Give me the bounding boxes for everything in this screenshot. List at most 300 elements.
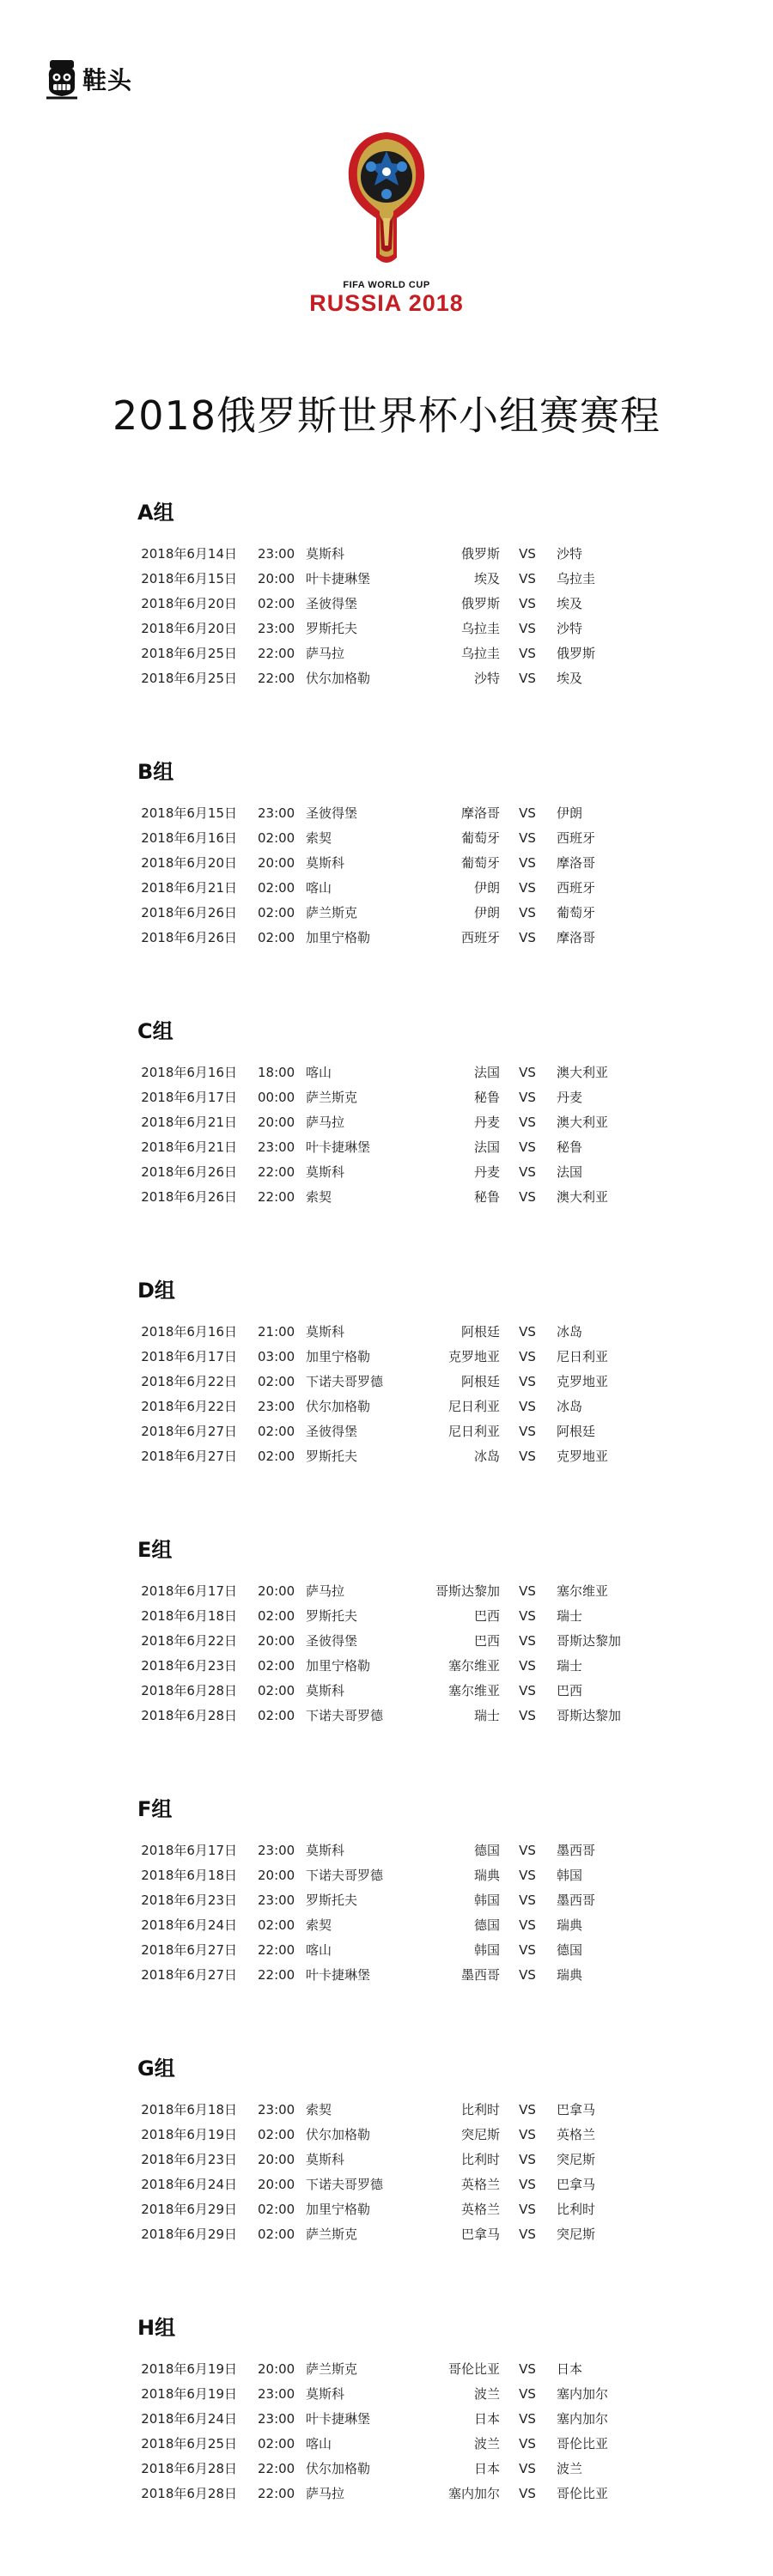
home-team: 法国 [473,1065,500,1080]
match-date: 2018年6月26日 [141,1189,237,1205]
match-time: 02:00 [258,880,295,896]
group-title: B组 [137,760,174,784]
match-row [0,2382,773,2407]
match-row [0,1135,773,1160]
vs-label: VS [519,571,536,586]
match-venue: 罗斯托夫 [306,1893,358,1908]
vs-label: VS [519,1967,536,1983]
match-row [0,826,773,851]
match-venue: 下诺夫哥罗德 [306,2177,384,2192]
away-team: 韩国 [557,1868,583,1883]
world-cup-emblem [292,129,481,326]
match-venue: 叶卡捷琳堡 [306,1967,371,1983]
home-team: 塞内加尔 [447,2486,500,2501]
match-row [0,2098,773,2123]
group-title: G组 [137,2057,175,2081]
match-date: 2018年6月24日 [141,1917,237,1933]
match-row [0,901,773,926]
away-team: 墨西哥 [557,1893,596,1908]
group-title: F组 [137,1797,173,1821]
match-venue: 索契 [306,1189,332,1205]
match-row [0,592,773,617]
away-team: 摩洛哥 [557,930,596,945]
away-team: 德国 [557,1942,583,1958]
match-row [0,567,773,592]
match-date: 2018年6月28日 [141,1708,237,1723]
vs-label: VS [519,1868,536,1883]
match-time: 02:00 [258,1374,295,1389]
match-date: 2018年6月25日 [141,646,237,661]
away-team: 瑞典 [557,1967,583,1983]
match-time: 23:00 [258,2411,295,2427]
world-cup-trophy-icon [335,129,438,275]
away-team: 俄罗斯 [557,646,596,661]
match-date: 2018年6月17日 [141,1583,237,1599]
match-time: 22:00 [258,646,295,661]
match-time: 02:00 [258,1658,295,1674]
match-date: 2018年6月18日 [141,1608,237,1624]
match-time: 02:00 [258,1449,295,1464]
match-time: 23:00 [258,621,295,636]
match-date: 2018年6月26日 [141,930,237,945]
away-team: 塞内加尔 [557,2411,609,2427]
match-time: 20:00 [258,1115,295,1130]
away-team: 日本 [557,2361,583,2377]
home-team: 突尼斯 [460,2127,500,2142]
match-date: 2018年6月22日 [141,1374,237,1389]
match-date: 2018年6月24日 [141,2177,237,2192]
match-row [0,1110,773,1135]
match-row [0,1629,773,1654]
match-time: 22:00 [258,1967,295,1983]
match-date: 2018年6月26日 [141,905,237,920]
group-title: H组 [137,2316,176,2340]
mascot-icon [43,57,81,101]
match-date: 2018年6月17日 [141,1843,237,1858]
home-team: 丹麦 [473,1164,500,1180]
match-venue: 下诺夫哥罗德 [306,1374,384,1389]
away-team: 摩洛哥 [557,855,596,871]
home-team: 日本 [473,2411,500,2427]
match-venue: 萨马拉 [306,646,345,661]
away-team: 瑞典 [557,1917,583,1933]
away-team: 塞尔维亚 [557,1583,609,1599]
match-date: 2018年6月24日 [141,2411,237,2427]
match-date: 2018年6月19日 [141,2361,237,2377]
away-team: 哥伦比亚 [557,2486,609,2501]
match-venue: 萨马拉 [306,1583,345,1599]
match-row [0,1320,773,1345]
home-team: 瑞士 [473,1708,500,1723]
vs-label: VS [519,1399,536,1414]
match-date: 2018年6月18日 [141,1868,237,1883]
home-team: 埃及 [473,571,500,586]
match-date: 2018年6月23日 [141,1893,237,1908]
vs-label: VS [519,1139,536,1155]
match-row [0,2172,773,2197]
group-title: E组 [137,1538,173,1562]
match-row [0,1704,773,1728]
match-row [0,876,773,901]
match-list [0,1060,773,1210]
match-row [0,1654,773,1679]
cup-name: FIFA WORLD CUP [343,280,430,290]
match-venue: 圣彼得堡 [306,596,358,611]
match-venue: 萨马拉 [306,1115,345,1130]
match-row [0,2357,773,2382]
away-team: 阿根廷 [557,1424,596,1439]
match-time: 22:00 [258,2486,295,2501]
home-team: 塞尔维亚 [447,1658,500,1674]
home-team: 西班牙 [460,930,500,945]
match-venue: 莫斯科 [306,2386,345,2402]
match-date: 2018年6月26日 [141,1164,237,1180]
match-venue: 索契 [306,1917,332,1933]
match-time: 23:00 [258,546,295,562]
match-list [0,542,773,691]
match-time: 02:00 [258,1608,295,1624]
home-team: 比利时 [460,2102,500,2117]
match-row [0,1863,773,1888]
vs-label: VS [519,1164,536,1180]
match-venue: 莫斯科 [306,1843,345,1858]
group-section [0,485,773,744]
home-team: 尼日利亚 [447,1399,500,1414]
vs-label: VS [519,1374,536,1389]
home-team: 葡萄牙 [460,855,500,871]
home-team: 克罗地亚 [447,1349,500,1364]
match-date: 2018年6月20日 [141,596,237,611]
match-venue: 下诺夫哥罗德 [306,1708,384,1723]
cup-host: RUSSIA 2018 [309,290,464,316]
away-team: 尼日利亚 [557,1349,609,1364]
match-date: 2018年6月28日 [141,2461,237,2476]
vs-label: VS [519,1349,536,1364]
match-time: 02:00 [258,2202,295,2217]
match-row [0,2148,773,2172]
vs-label: VS [519,1449,536,1464]
match-row [0,2123,773,2148]
away-team: 澳大利亚 [557,1189,609,1205]
away-team: 西班牙 [557,830,596,846]
match-time: 20:00 [258,2152,295,2167]
match-row [0,2407,773,2432]
match-row [0,1419,773,1444]
vs-label: VS [519,830,536,846]
match-time: 22:00 [258,1164,295,1180]
match-date: 2018年6月29日 [141,2202,237,2217]
match-row [0,1185,773,1210]
home-team: 瑞典 [473,1868,500,1883]
away-team: 比利时 [557,2202,596,2217]
match-venue: 加里宁格勒 [306,1349,371,1364]
match-time: 02:00 [258,2227,295,2242]
match-venue: 罗斯托夫 [306,1449,358,1464]
match-time: 21:00 [258,1324,295,1340]
match-row [0,1345,773,1370]
match-venue: 莫斯科 [306,2152,345,2167]
vs-label: VS [519,2486,536,2501]
match-time: 23:00 [258,1843,295,1858]
match-time: 20:00 [258,571,295,586]
match-time: 23:00 [258,1399,295,1414]
match-list [0,1320,773,1469]
match-time: 23:00 [258,1893,295,1908]
match-row [0,851,773,876]
group-title: A组 [137,501,174,525]
match-row [0,1579,773,1604]
match-date: 2018年6月17日 [141,1349,237,1364]
match-venue: 莫斯科 [306,1324,345,1340]
away-team: 法国 [557,1164,583,1180]
match-time: 22:00 [258,1189,295,1205]
away-team: 冰岛 [557,1324,583,1340]
match-time: 22:00 [258,1942,295,1958]
home-team: 乌拉圭 [460,621,500,636]
vs-label: VS [519,1843,536,1858]
home-team: 墨西哥 [460,1967,500,1983]
vs-label: VS [519,1115,536,1130]
vs-label: VS [519,596,536,611]
match-date: 2018年6月27日 [141,1967,237,1983]
group-section [0,744,773,1004]
match-venue: 萨兰斯克 [306,1090,358,1105]
home-team: 俄罗斯 [460,596,500,611]
home-team: 比利时 [460,2152,500,2167]
match-venue: 莫斯科 [306,546,345,562]
match-venue: 加里宁格勒 [306,930,371,945]
group-section [0,1004,773,1263]
vs-label: VS [519,1065,536,1080]
match-row [0,542,773,567]
match-date: 2018年6月17日 [141,1090,237,1105]
vs-label: VS [519,880,536,896]
match-time: 02:00 [258,905,295,920]
home-team: 哥斯达黎加 [435,1583,500,1599]
match-row [0,1679,773,1704]
away-team: 突尼斯 [557,2152,596,2167]
match-time: 20:00 [258,855,295,871]
home-team: 波兰 [473,2436,500,2451]
away-team: 埃及 [557,596,583,611]
away-team: 巴拿马 [557,2102,596,2117]
away-team: 巴拿马 [557,2177,596,2192]
match-venue: 喀山 [306,1942,332,1958]
match-date: 2018年6月28日 [141,2486,237,2501]
groups-container [0,485,773,2560]
vs-label: VS [519,855,536,871]
match-venue: 伏尔加格勒 [306,2127,371,2142]
match-venue: 伏尔加格勒 [306,1399,371,1414]
home-team: 法国 [473,1139,500,1155]
vs-label: VS [519,1893,536,1908]
match-row [0,617,773,641]
match-row [0,1888,773,1913]
vs-label: VS [519,1683,536,1698]
match-venue: 叶卡捷琳堡 [306,571,371,586]
away-team: 突尼斯 [557,2227,596,2242]
home-team: 韩国 [473,1942,500,1958]
match-row [0,1060,773,1085]
home-team: 巴拿马 [460,2227,500,2242]
match-venue: 索契 [306,2102,332,2117]
match-date: 2018年6月20日 [141,621,237,636]
match-date: 2018年6月16日 [141,1065,237,1080]
match-time: 23:00 [258,2386,295,2402]
vs-label: VS [519,2127,536,2142]
group-section [0,1263,773,1522]
match-list [0,1838,773,1988]
match-row [0,1394,773,1419]
match-venue: 喀山 [306,1065,332,1080]
home-team: 秘鲁 [473,1189,500,1205]
match-time: 22:00 [258,671,295,686]
home-team: 俄罗斯 [460,546,500,562]
home-team: 德国 [473,1917,500,1933]
vs-label: VS [519,805,536,821]
match-time: 20:00 [258,1633,295,1649]
match-venue: 莫斯科 [306,855,345,871]
match-time: 23:00 [258,1139,295,1155]
away-team: 澳大利亚 [557,1065,609,1080]
match-date: 2018年6月16日 [141,830,237,846]
match-date: 2018年6月29日 [141,2227,237,2242]
match-venue: 叶卡捷琳堡 [306,2411,371,2427]
brand-logo [43,53,132,105]
home-team: 塞尔维亚 [447,1683,500,1698]
vs-label: VS [519,1608,536,1624]
match-date: 2018年6月20日 [141,855,237,871]
match-row [0,2457,773,2482]
match-row [0,1938,773,1963]
group-section [0,1782,773,2041]
vs-label: VS [519,905,536,920]
vs-label: VS [519,1189,536,1205]
vs-label: VS [519,2202,536,2217]
match-list [0,2098,773,2247]
match-time: 23:00 [258,2102,295,2117]
home-team: 巴西 [473,1633,500,1649]
home-team: 葡萄牙 [460,830,500,846]
match-date: 2018年6月28日 [141,1683,237,1698]
match-row [0,2197,773,2222]
match-date: 2018年6月22日 [141,1633,237,1649]
match-time: 02:00 [258,2127,295,2142]
away-team: 克罗地亚 [557,1449,609,1464]
match-list [0,1579,773,1728]
home-team: 阿根廷 [460,1324,500,1340]
vs-label: VS [519,1583,536,1599]
group-title: D组 [137,1279,175,1303]
match-date: 2018年6月21日 [141,1139,237,1155]
match-venue: 索契 [306,830,332,846]
match-row [0,2432,773,2457]
match-row [0,1160,773,1185]
vs-label: VS [519,1658,536,1674]
match-venue: 下诺夫哥罗德 [306,1868,384,1883]
away-team: 墨西哥 [557,1843,596,1858]
away-team: 伊朗 [557,805,583,821]
away-team: 埃及 [557,671,583,686]
match-venue: 叶卡捷琳堡 [306,1139,371,1155]
group-section [0,2300,773,2560]
home-team: 阿根廷 [460,1374,500,1389]
away-team: 丹麦 [557,1090,583,1105]
home-team: 韩国 [473,1893,500,1908]
home-team: 英格兰 [460,2202,500,2217]
match-time: 02:00 [258,930,295,945]
home-team: 摩洛哥 [460,805,500,821]
away-team: 克罗地亚 [557,1374,609,1389]
vs-label: VS [519,1917,536,1933]
vs-label: VS [519,2436,536,2451]
match-row [0,801,773,826]
match-venue: 萨兰斯克 [306,905,358,920]
home-team: 日本 [473,2461,500,2476]
match-date: 2018年6月15日 [141,805,237,821]
home-team: 哥伦比亚 [447,2361,500,2377]
match-row [0,1370,773,1394]
match-time: 02:00 [258,1708,295,1723]
match-row [0,1838,773,1863]
match-row [0,1963,773,1988]
match-row [0,2482,773,2506]
match-row [0,1085,773,1110]
match-time: 20:00 [258,2361,295,2377]
vs-label: VS [519,2102,536,2117]
match-date: 2018年6月14日 [141,546,237,562]
match-time: 20:00 [258,1868,295,1883]
home-team: 德国 [473,1843,500,1858]
vs-label: VS [519,1424,536,1439]
match-time: 23:00 [258,805,295,821]
vs-label: VS [519,1942,536,1958]
away-team: 西班牙 [557,880,596,896]
match-venue: 萨兰斯克 [306,2227,358,2242]
match-row [0,641,773,666]
match-venue: 罗斯托夫 [306,1608,358,1624]
match-time: 02:00 [258,1917,295,1933]
away-team: 瑞士 [557,1658,583,1674]
home-team: 尼日利亚 [447,1424,500,1439]
match-date: 2018年6月27日 [141,1449,237,1464]
match-venue: 喀山 [306,2436,332,2451]
match-venue: 萨马拉 [306,2486,345,2501]
match-date: 2018年6月21日 [141,1115,237,1130]
match-date: 2018年6月25日 [141,2436,237,2451]
vs-label: VS [519,546,536,562]
vs-label: VS [519,621,536,636]
match-venue: 伏尔加格勒 [306,671,371,686]
home-team: 沙特 [473,671,500,686]
match-date: 2018年6月19日 [141,2127,237,2142]
home-team: 秘鲁 [473,1090,500,1105]
match-time: 02:00 [258,1683,295,1698]
vs-label: VS [519,930,536,945]
away-team: 秘鲁 [557,1139,583,1155]
away-team: 巴西 [557,1683,583,1698]
vs-label: VS [519,2361,536,2377]
match-row [0,1913,773,1938]
match-venue: 莫斯科 [306,1164,345,1180]
match-time: 02:00 [258,830,295,846]
match-date: 2018年6月22日 [141,1399,237,1414]
home-team: 丹麦 [473,1115,500,1130]
match-list [0,801,773,951]
match-time: 20:00 [258,1583,295,1599]
away-team: 沙特 [557,621,583,636]
match-time: 18:00 [258,1065,295,1080]
